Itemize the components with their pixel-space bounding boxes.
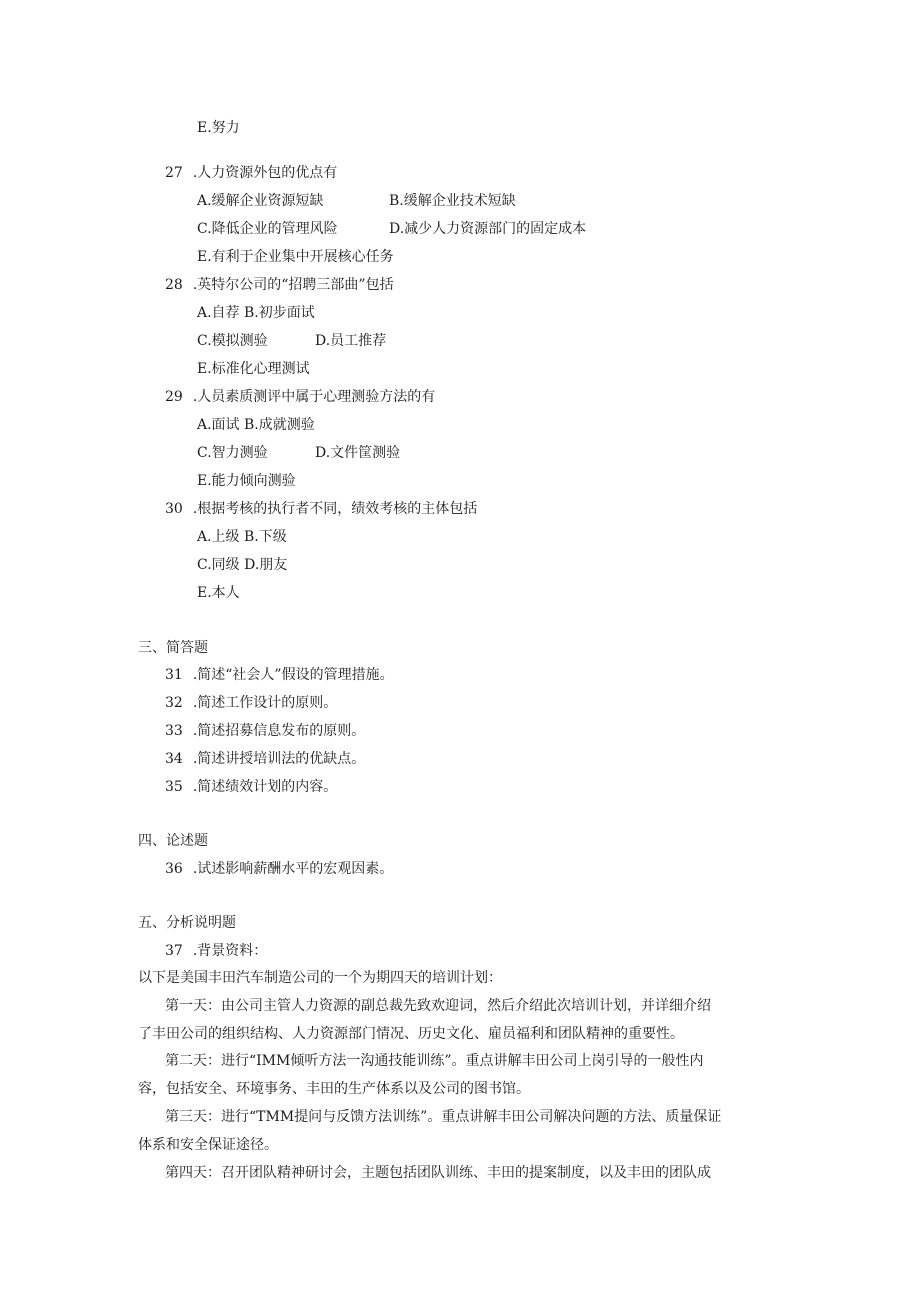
question-34 [165,749,365,769]
section-title: 四、论述题 [138,833,208,849]
question-text: .简述招募信息发布的原则。 [192,723,366,739]
question-27 [165,163,337,183]
option-ab: A.面试 B.成就测验 [197,417,315,433]
question-text: .人力资源外包的优点有 [192,165,338,181]
question-32 [165,693,337,713]
question-number: 31 [165,667,183,683]
question-number: 28 [165,277,183,293]
question-37 [165,941,267,961]
question-29 [165,387,435,407]
question-36 [165,859,393,879]
question-text: .简述工作设计的原则。 [192,695,338,711]
question-text: .简述“社会人”假设的管理措施。 [192,667,394,683]
question-text: .试述影响薪酬水平的宏观因素。 [192,861,394,877]
question-number: 32 [165,695,183,711]
question-number: 34 [165,751,183,767]
option-e: E.有利于企业集中开展核心任务 [197,249,394,265]
question-number: 29 [165,389,183,405]
option-c: C.模拟测验 [197,333,268,349]
question-text: .根据考核的执行者不同，绩效考核的主体包括 [192,501,478,517]
question-number: 35 [165,779,183,795]
question-number: 36 [165,861,183,877]
paragraph-line: 第四天：召开团队精神研讨会，主题包括团队训练、丰田的提案制度，以及丰田的团队成 [165,1165,711,1181]
section-title: 三、简答题 [138,640,208,656]
section-title: 五、分析说明题 [138,915,236,931]
paragraph-line: 了丰田公司的组织结构、人力资源部门情况、历史文化、雇员福利和团队精神的重要性。 [138,1026,684,1042]
option-ab: A.自荐 B.初步面试 [197,305,315,321]
question-number: 37 [165,943,183,959]
question-text: .人员素质测评中属于心理测验方法的有 [192,389,436,405]
question-33 [165,721,365,741]
option-b: B.缓解企业技术短缺 [389,193,516,209]
question-text: .背景资料： [192,943,268,959]
paragraph-line: 第三天：进行“TMM提问与反馈方法训练”。重点讲解丰田公司解决问题的方法、质量保证 [165,1109,722,1125]
question-35 [165,777,337,797]
question-30 [165,499,477,519]
paragraph-line: 第二天：进行“IMM倾听方法一沟通技能训练”。重点讲解丰田公司上岗引导的一般性内 [165,1053,704,1069]
option-c: C.智力测验 [197,445,268,461]
question-28 [165,275,394,295]
option-e: E.努力 [197,120,240,136]
option-d: D.文件筐测验 [315,445,401,461]
option-c: C.降低企业的管理风险 [197,221,338,237]
question-text: .简述绩效计划的内容。 [192,779,338,795]
question-31 [165,665,394,685]
option-d: D.员工推荐 [315,333,387,349]
option-ab: A.上级 B.下级 [197,529,287,545]
paragraph-line: 以下是美国丰田汽车制造公司的一个为期四天的培训计划： [138,970,502,986]
paragraph-line: 体系和安全保证途径。 [138,1137,278,1153]
question-number: 27 [165,165,183,181]
option-d: D.减少人力资源部门的固定成本 [389,221,587,237]
question-text: .英特尔公司的“招聘三部曲”包括 [192,277,394,293]
question-number: 30 [165,501,183,517]
paragraph-line: 容，包括安全、环境事务、丰田的生产体系以及公司的图书馆。 [138,1081,530,1097]
question-text: .简述讲授培训法的优缺点。 [192,751,366,767]
option-cd: C.同级 D.朋友 [197,557,288,573]
question-number: 33 [165,723,183,739]
option-e: E.能力倾向测验 [197,473,296,489]
option-a: A.缓解企业资源短缺 [197,193,324,209]
paragraph-line: 第一天：由公司主管人力资源的副总裁先致欢迎词，然后介绍此次培训计划，并详细介绍 [165,998,711,1014]
option-e: E.标准化心理测试 [197,361,310,377]
option-e: E.本人 [197,585,240,601]
